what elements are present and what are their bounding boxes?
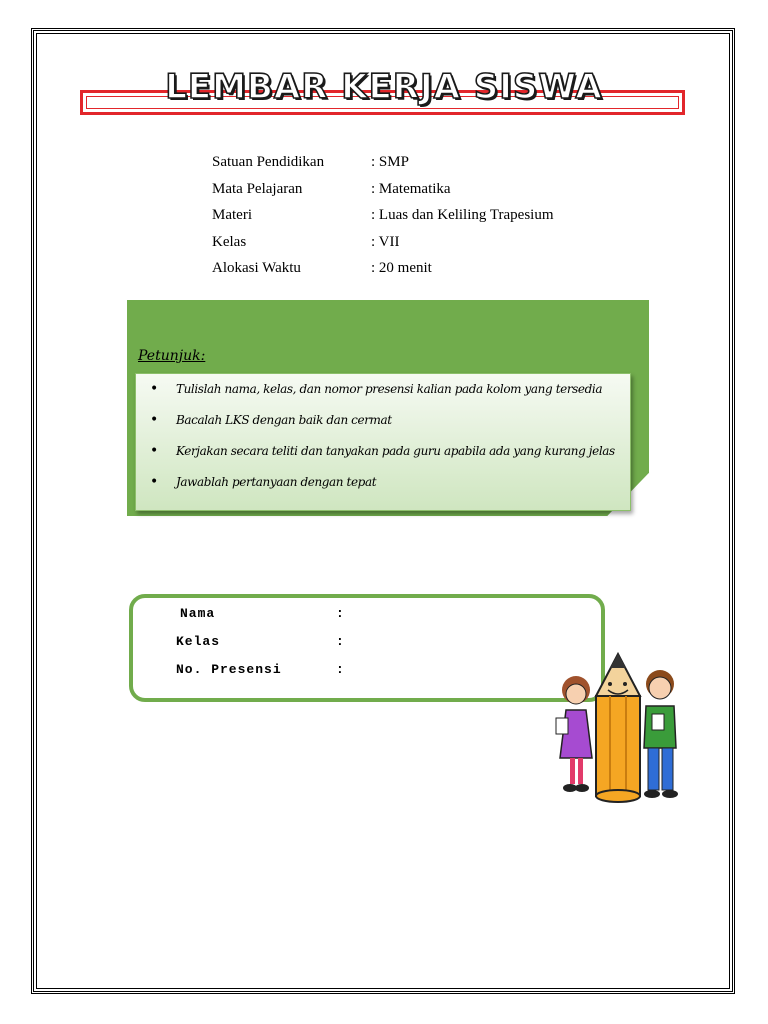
info-label: Alokasi Waktu [212,260,301,276]
student-field-presensi[interactable] [176,662,376,690]
field-label: Kelas [176,634,221,649]
info-value: : Matematika [371,180,451,197]
student-fields [176,606,376,690]
info-label: Kelas [212,233,247,250]
field-colon: : [336,662,344,677]
instruction-item: • Jawablah pertanyaan dengan tepat [176,471,630,502]
info-value: : SMP [371,154,409,170]
info-table [212,154,632,287]
instructions-heading: Petunjuk: [138,348,206,364]
info-row [212,234,632,261]
info-value: : VII [371,233,400,250]
info-label: Mata Pelajaran [212,180,303,197]
instructions-list [136,374,630,502]
instructions-list-box [135,373,631,511]
info-value: : 20 menit [371,260,432,276]
instruction-item: • Bacalah LKS dengan baik dan cermat [176,409,630,440]
pencil-icon [596,654,640,802]
boy-figure [644,670,678,798]
student-field-nama[interactable] [176,606,376,634]
girl-figure [556,676,592,792]
info-label: Satuan Pendidikan [212,154,325,170]
field-colon: : [336,634,344,649]
info-row [212,154,632,181]
field-label: Nama [180,606,216,621]
info-row [212,181,632,208]
instruction-item: • Kerjakan secara teliti dan tanyakan pada guru apabila ada yang kurang jelas [176,440,630,471]
instruction-item: • Tulislah nama, kelas, dan nomor presensi kalian pada kolom yang tersedia [176,378,630,409]
page-title: LEMBAR KERJA SISWA [165,67,603,107]
info-label: Materi [212,207,252,223]
field-colon: : [336,606,344,621]
info-value: : Luas dan Keliling Trapesium [371,207,554,223]
student-field-kelas[interactable] [176,634,376,662]
children-pencil-illustration [548,648,688,804]
field-label: No. Presensi [176,662,282,677]
info-row [212,207,632,234]
info-row [212,260,632,287]
